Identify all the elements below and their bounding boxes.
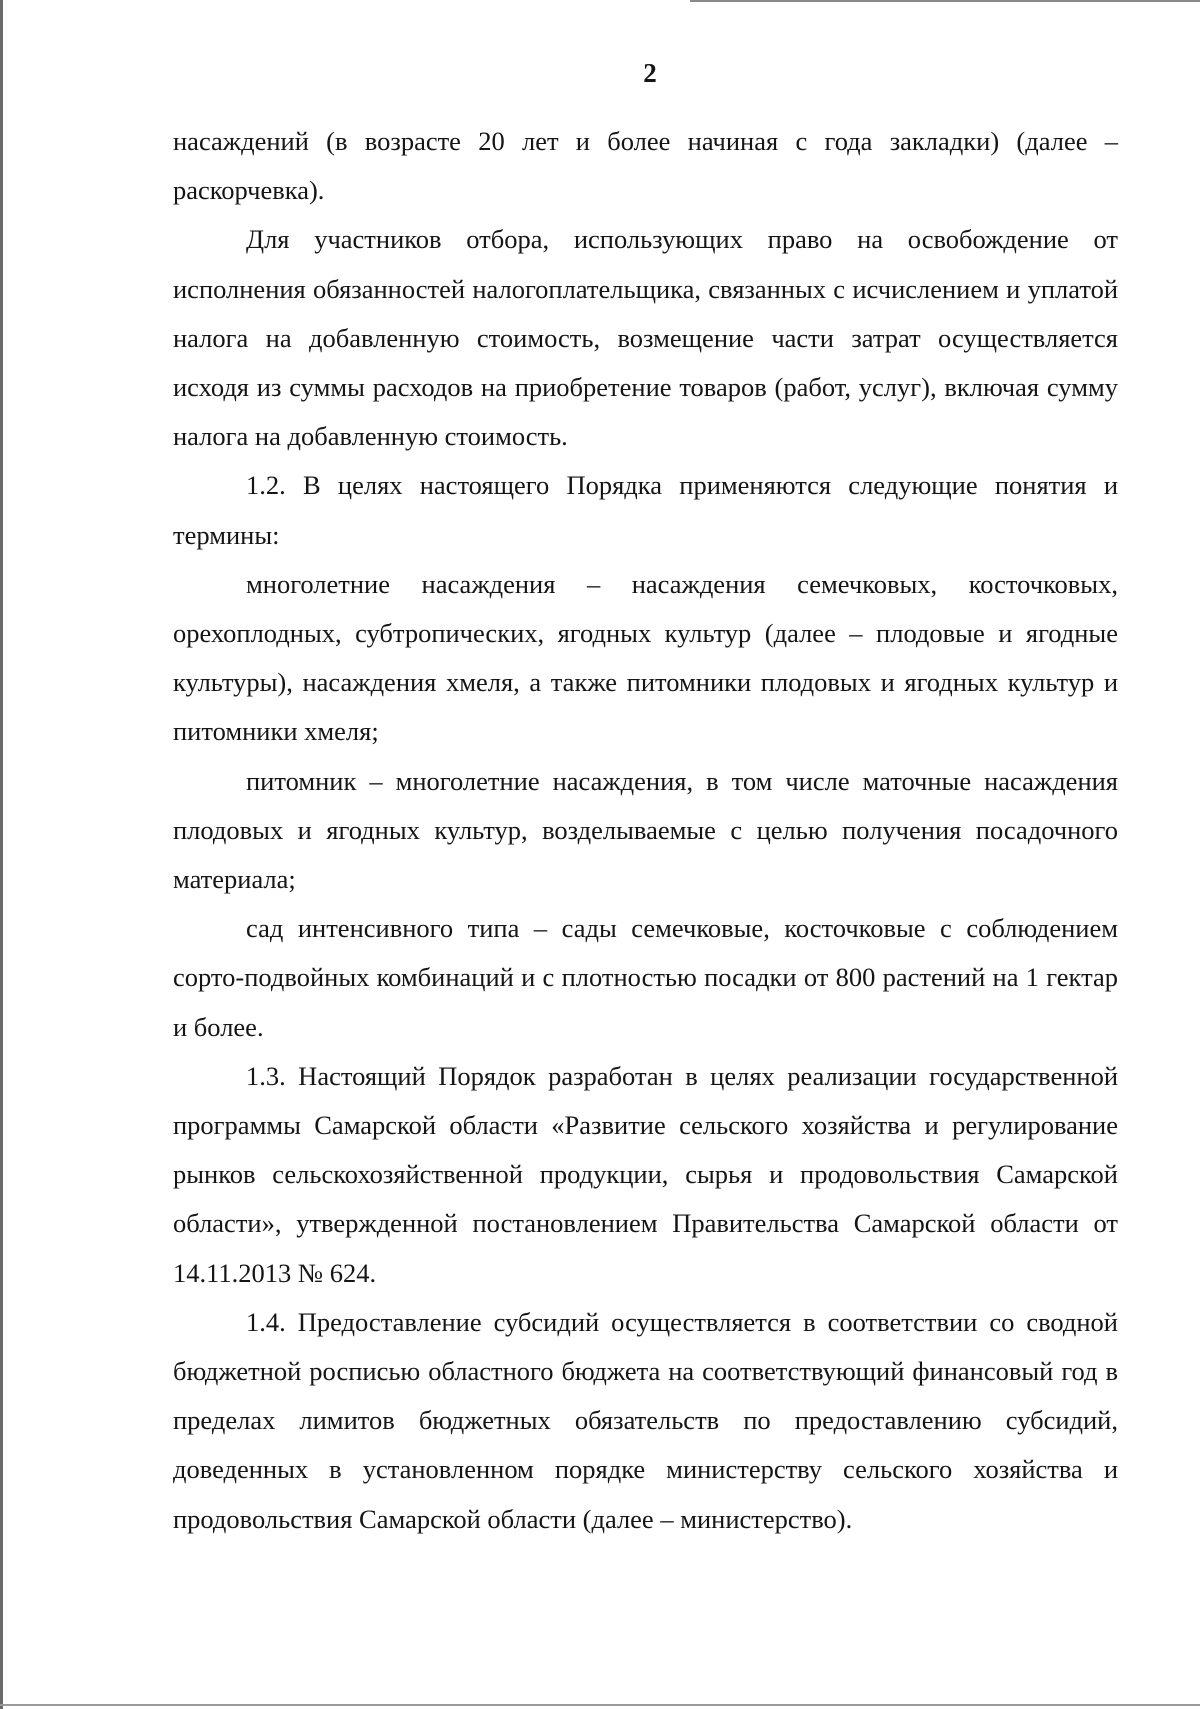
paragraph-1-3: 1.3. Настоящий Порядок разработан в целях реализации государственной программы Самарской области «Развитие сельского хозяйства и регулирование рынков сельскохозяйственной продукции, сырья и продовольствия Самарской области», утвержденной постановлением Правительства Самарской области от 14.11.2013 № 624.	[173, 1060, 1118, 1288]
definition-nursery: питомник – многолетние насаждения, в том числе маточные насаждения плодовых и ягодных культур, возделываемые с целью получения посадочного материала;	[173, 765, 1118, 895]
paragraph-vat-exemption: Для участников отбора, использующих право на освобождение от исполнения обязанностей налогоплательщика, связанных с исчислением и уплатой налога на добавленную стоимость, возмещение части затрат осуществляется исходя из суммы расходов на приобретение товаров (работ, услуг), включая сумму налога на добавленную стоимость.	[173, 224, 1118, 452]
scan-edge-bottom	[0, 1704, 1200, 1706]
paragraph-continuation: насаждений (в возрасте 20 лет и более начиная с года закладки) (далее – раскорчевка).	[173, 126, 1118, 206]
paragraph-1-4: 1.4. Предоставление субсидий осуществляется в соответствии со сводной бюджетной росписью областного бюджета на соответствующий финансовый год в пределах лимитов бюджетных обязательств по предоставлению субсидий, доведенных в установленном порядке министерству сельского хозяйства и продовольствия Самарской области (далее – министерство).	[173, 1306, 1118, 1534]
definition-perennial-plantings: многолетние насаждения – насаждения семечковых, косточковых, орехоплодных, субтропических, ягодных культур (далее – плодовые и ягодные культуры), насаждения хмеля, а также питомники плодовых и ягодных культур и питомники хмеля;	[173, 568, 1118, 747]
definition-intensive-garden: сад интенсивного типа – сады семечковые, косточковые с соблюдением сорто-подвойных комбинаций и с плотностью посадки от 800 растений на 1 гектар и более.	[173, 913, 1118, 1042]
document-body	[173, 117, 1118, 1544]
paragraph-1-2-terms: 1.2. В целях настоящего Порядка применяются следующие понятия и термины:	[173, 470, 1118, 550]
scan-edge-top	[690, 0, 1200, 2]
scan-edge-left	[0, 0, 3, 1709]
page-number: 2	[643, 58, 657, 88]
